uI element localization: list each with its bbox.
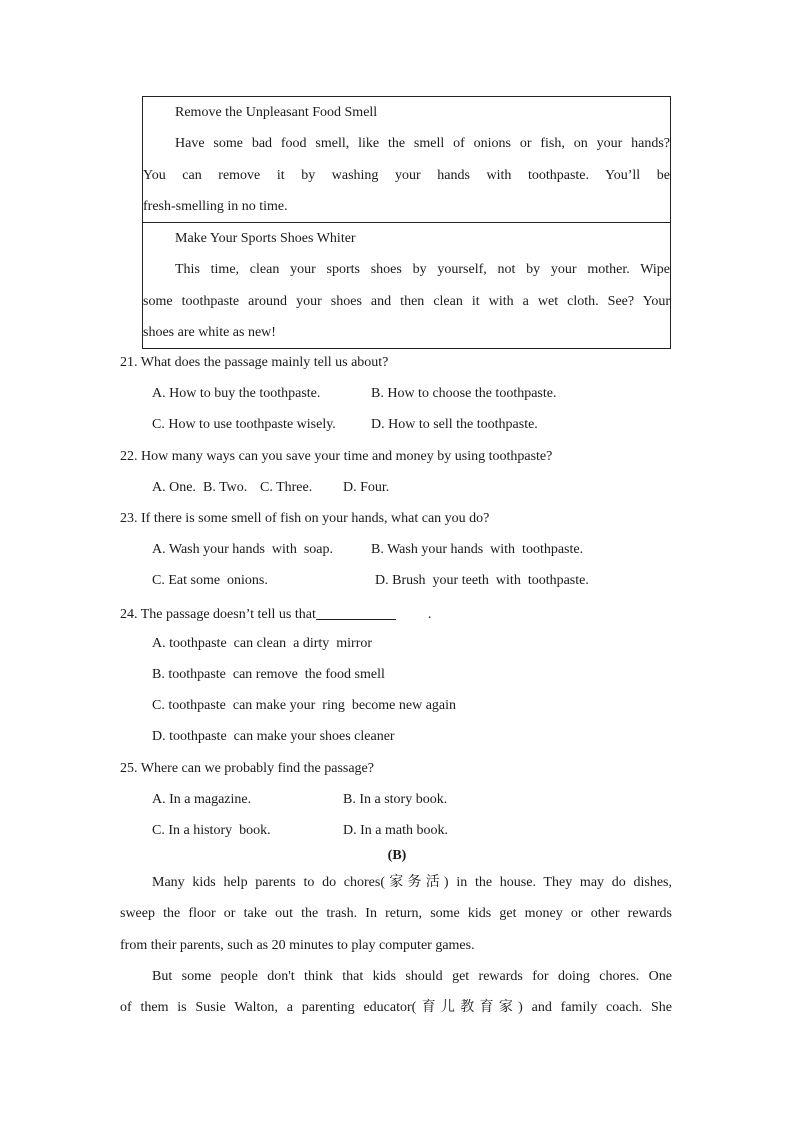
question-25-option-a: A. In a magazine. (152, 792, 252, 807)
question-22-option-c: C. Three. (260, 480, 313, 495)
question-24-stem: 24. The passage doesn’t tell us that (120, 607, 316, 622)
tip-box-sports-shoes (142, 222, 671, 349)
tips-table (142, 96, 671, 349)
question-21: 21. What does the passage mainly tell us about? (120, 355, 389, 370)
question-25: 25. Where can we probably find the passage? (120, 761, 374, 776)
question-24-option-d: D. toothpaste can make your shoes cleaner (152, 729, 395, 744)
tip-text-line: some toothpaste around your shoes and then clean it with a wet cloth. See? Your (143, 293, 670, 309)
question-23-option-c: C. Eat some onions. (152, 573, 268, 588)
tip-text-line: You can remove it by washing your hands with toothpaste. You’ll be (143, 167, 670, 183)
question-21-option-c: C. How to use toothpaste wisely. (152, 417, 336, 432)
question-24 (120, 605, 431, 623)
paragraph-line: from their parents, such as 20 minutes to play computer games. (120, 937, 475, 953)
question-23-option-d: D. Brush your teeth with toothpaste. (375, 573, 589, 588)
tip-box-food-smell (142, 96, 671, 222)
question-24-option-b: B. toothpaste can remove the food smell (152, 667, 385, 682)
question-25-option-c: C. In a history book. (152, 823, 271, 838)
question-23-option-b: B. Wash your hands with toothpaste. (371, 542, 584, 557)
section-b-heading: (B) (387, 848, 407, 863)
question-22-option-d: D. Four. (343, 480, 390, 495)
tip-text-line: fresh-smelling in no time. (143, 198, 288, 214)
question-22-option-a: A. One. (152, 480, 196, 495)
tip-text-line: Have some bad food smell, like the smell of onions or fish, on your hands? (175, 136, 670, 152)
section-b-paragraph-2 (120, 961, 672, 1024)
question-23: 23. If there is some smell of fish on your hands, what can you do? (120, 511, 490, 526)
paragraph-line: of them is Susie Walton, a parenting educator(育儿教育家) and family coach. She (120, 1000, 672, 1016)
tip-title: Remove the Unpleasant Food Smell (175, 105, 378, 120)
paragraph-line: Many kids help parents to do chores(家务活) in the house. They may do dishes, (152, 875, 672, 890)
tip-title: Make Your Sports Shoes Whiter (175, 231, 356, 247)
question-22-option-b: B. Two. (203, 480, 248, 495)
question-21-option-d: D. How to sell the toothpaste. (371, 417, 538, 432)
question-24-option-c: C. toothpaste can make your ring become new again (152, 698, 457, 713)
paragraph-line: sweep the floor or take out the trash. In return, some kids get money or other rewards (120, 906, 672, 922)
question-21-option-b: B. How to choose the toothpaste. (371, 386, 557, 401)
section-b-paragraph-1 (120, 867, 672, 961)
answer-blank (316, 605, 396, 620)
question-24-period: . (427, 607, 432, 622)
tip-text-line: This time, clean your sports shoes by yourself, not by your mother. Wipe (175, 262, 670, 278)
paragraph-line: But some people don't think that kids should get rewards for doing chores. One (152, 969, 672, 984)
question-22: 22. How many ways can you save your time and money by using toothpaste? (120, 449, 553, 464)
question-21-option-a: A. How to buy the toothpaste. (152, 386, 321, 401)
question-24-option-a: A. toothpaste can clean a dirty mirror (152, 636, 373, 651)
question-25-option-d: D. In a math book. (343, 823, 448, 838)
tip-text-line: shoes are white as new! (143, 325, 276, 341)
question-25-option-b: B. In a story book. (343, 792, 448, 807)
question-23-option-a: A. Wash your hands with soap. (152, 542, 333, 557)
